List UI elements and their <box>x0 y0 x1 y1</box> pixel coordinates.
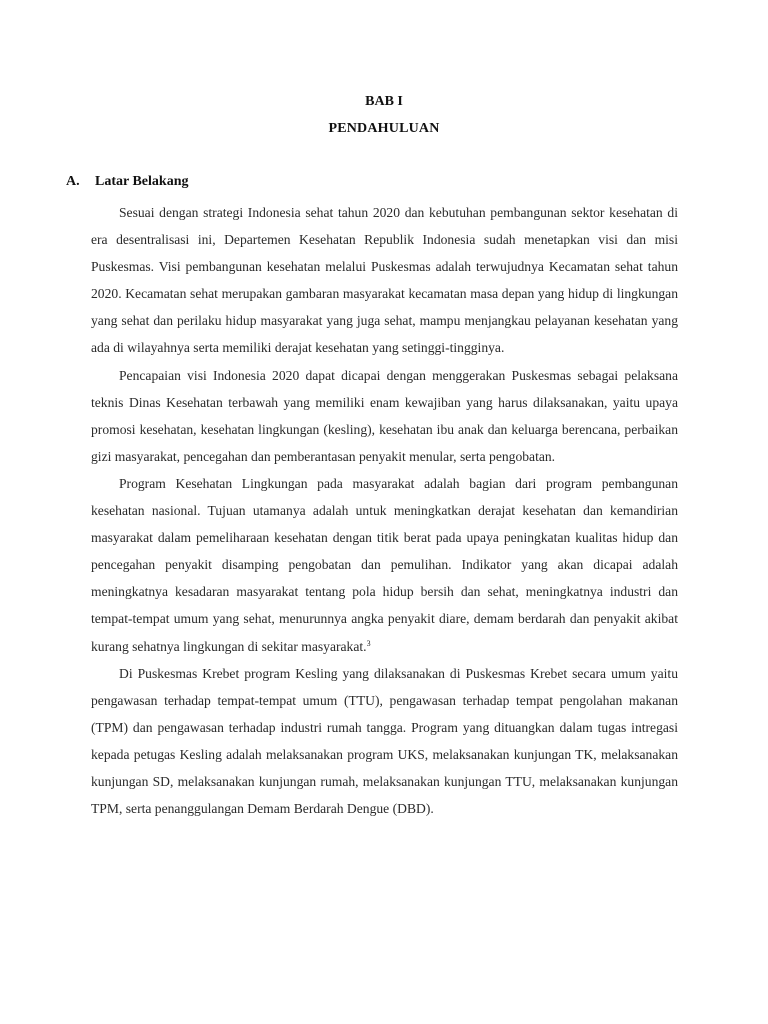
paragraph-4 <box>91 660 678 823</box>
paragraph-2-text: Pencapaian visi Indonesia 2020 dapat dicapai dengan menggerakan Puskesmas sebagai pelaksana teknis Dinas Kesehatan terbawah yang memiliki enam kewajiban yang harus dilaksanakan, yaitu upaya promosi kesehatan, kesehatan lingkungan (kesling), kesehatan ibu anak dan keluarga berencana, perbaikan gizi masyarakat, pencegahan dan pemberantasan penyakit menular, serta pengobatan. <box>91 367 678 464</box>
paragraph-3 <box>91 470 678 660</box>
section-letter: A. <box>66 174 80 189</box>
section-title: Latar Belakang <box>95 174 189 189</box>
paragraph-1-text: Sesuai dengan strategi Indonesia sehat tahun 2020 dan kebutuhan pembangunan sektor kesehatan di era desentralisasi ini, Departemen Kesehatan Republik Indonesia sudah menetapkan visi dan misi Puskesmas. Visi pembangunan kesehatan melalui Puskesmas adalah terwujudnya Kecamatan sehat tahun 2020. Kecamatan sehat merupakan gambaran masyarakat kecamatan masa depan yang hidup di lingkungan yang sehat dan perilaku hidup masyarakat yang juga sehat, mampu menjangkau pelayanan kesehatan yang ada di wilayahnya serta memiliki derajat kesehatan yang setinggi-tingginya. <box>91 205 678 356</box>
paragraph-2 <box>91 362 678 470</box>
section-heading <box>66 174 188 190</box>
chapter-title: PENDAHULUAN <box>328 121 440 136</box>
paragraph-4-text: Di Puskesmas Krebet program Kesling yang dilaksanakan di Puskesmas Krebet secara umum yaitu pengawasan terhadap tempat-tempat umum (TTU), pengawasan terhadap tempat pengolahan makanan (TPM) dan pengawasan terhadap industri rumah tangga. Program yang dituangkan dalam tugas intregasi kepada petugas Kesling adalah melaksanakan program UKS, melaksanakan kunjungan TK, melaksanakan kunjungan SD, melaksanakan kunjungan rumah, melaksanakan kunjungan TTU, melaksanakan kunjungan TPM, serta penanggulangan Demam Berdarah Dengue (DBD). <box>91 665 678 817</box>
body-text <box>91 199 678 822</box>
chapter-number: BAB I <box>365 94 403 109</box>
paragraph-3-text: Program Kesehatan Lingkungan pada masyarakat adalah bagian dari program pembangunan kesehatan nasional. Tujuan utamanya adalah untuk meningkatkan derajat kesehatan dan kemandirian masyarakat dalam pemeliharaan kesehatan dengan titik berat pada upaya peningkatan kualitas hidup dan pencegahan penyakit disamping pengobatan dan pemulihan. Indikator yang akan dicapai adalah meningkatnya kesadaran masyarakat tentang pola hidup bersih dan sehat, meningkatnya industri dan tempat-tempat umum yang sehat, menurunnya angka penyakit diare, demam berdarah dan penyakit akibat kurang sehatnya lingkungan di sekitar masyarakat. <box>91 475 678 654</box>
paragraph-1 <box>91 199 678 362</box>
footnote-marker: 3 <box>366 638 371 648</box>
